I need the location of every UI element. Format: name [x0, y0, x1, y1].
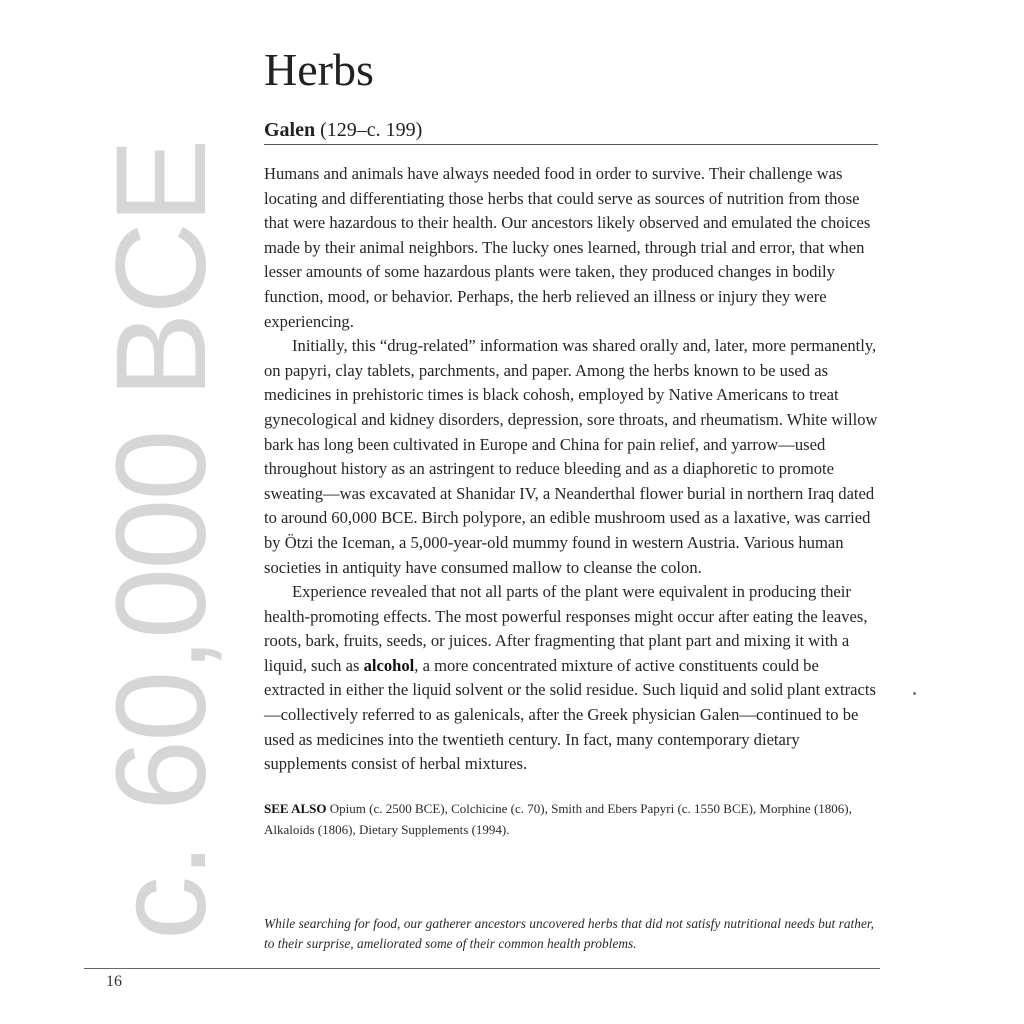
paragraph-1: Humans and animals have always needed food in order to survive. Their challenge was locating and differentiating those herbs that could serve as sources of nutrition from those that were hazardous to their health. Our ancestors likely observed and emulated the choices made by their animal neighbors. The lucky ones learned, through trial and error, that when lesser amounts of some hazardous plants were taken, they produced changes in bodily function, mood, or behavior. Perhaps, the herb relieved an illness or injury they were experiencing. [264, 164, 871, 331]
scan-speck [913, 692, 916, 695]
see-also [264, 798, 880, 840]
page-title: Herbs [264, 44, 374, 95]
image-caption: While searching for food, our gatherer ancestors uncovered herbs that did not satisfy nutritional needs but rather, to their surprise, ameliorated some of their common health problems. [264, 916, 874, 951]
paragraph-3-after: , a more concentrated mixture of active constituents could be extracted in either the liquid solvent or the solid residue. Such liquid and solid plant extracts—collectively referred to as galenicals, after the Greek physician Galen—continued to be used as medicines into the twentieth century. In fact, many contemporary dietary supplements consist of herbal mixtures. [264, 655, 876, 774]
article-body [264, 162, 880, 777]
paragraph-3 [264, 580, 880, 777]
alcohol-link: alcohol [363, 655, 415, 675]
see-also-label: SEE ALSO [264, 801, 327, 816]
page-number: 16 [106, 973, 122, 990]
header-divider [264, 144, 878, 145]
byline-dates: (129–c. 199) [315, 119, 423, 141]
see-also-text: Opium (c. 2500 BCE), Colchicine (c. 70), Smith and Ebers Papyri (c. 1550 BCE), Morphine (1806), Alkaloids (1806), Dietary Supplements (1994). [264, 801, 852, 837]
byline [264, 116, 422, 144]
paragraph-3-before: Experience revealed that not all parts of the plant were equivalent in producing their health-promoting effects. The most powerful responses might occur after eating the leaves, roots, bark, fruits, seeds, or juices. After fragmenting that plant part and mixing it with a liquid, such as [264, 582, 868, 675]
paragraph-2: Initially, this “drug-related” information was shared orally and, later, more permanently, on papyri, clay tablets, parchments, and paper. Among the herbs known to be used as medicines in prehistoric times is black cohosh, employed by Native Americans to treat gynecological and kidney disorders, depression, sore throats, and rheumatism. White willow bark has long been cultivated in Europe and China for pain relief, and yarrow—used throughout history as an astringent to reduce bleeding and as a diaphoretic to promote sweating—was excavated at Shanidar IV, a Neanderthal flower burial in northern Iraq dated to around 60,000 BCE. Birch polypore, an edible mushroom used as a laxative, was carried by Ötzi the Iceman, a 5,000-year-old mummy found in western Austria. Various human societies in antiquity have consumed mallow to cleanse the colon. [264, 336, 878, 577]
footer-divider [84, 968, 880, 969]
byline-name: Galen [264, 119, 316, 141]
side-date-watermark: c. 60,000 BCE [90, 140, 233, 940]
